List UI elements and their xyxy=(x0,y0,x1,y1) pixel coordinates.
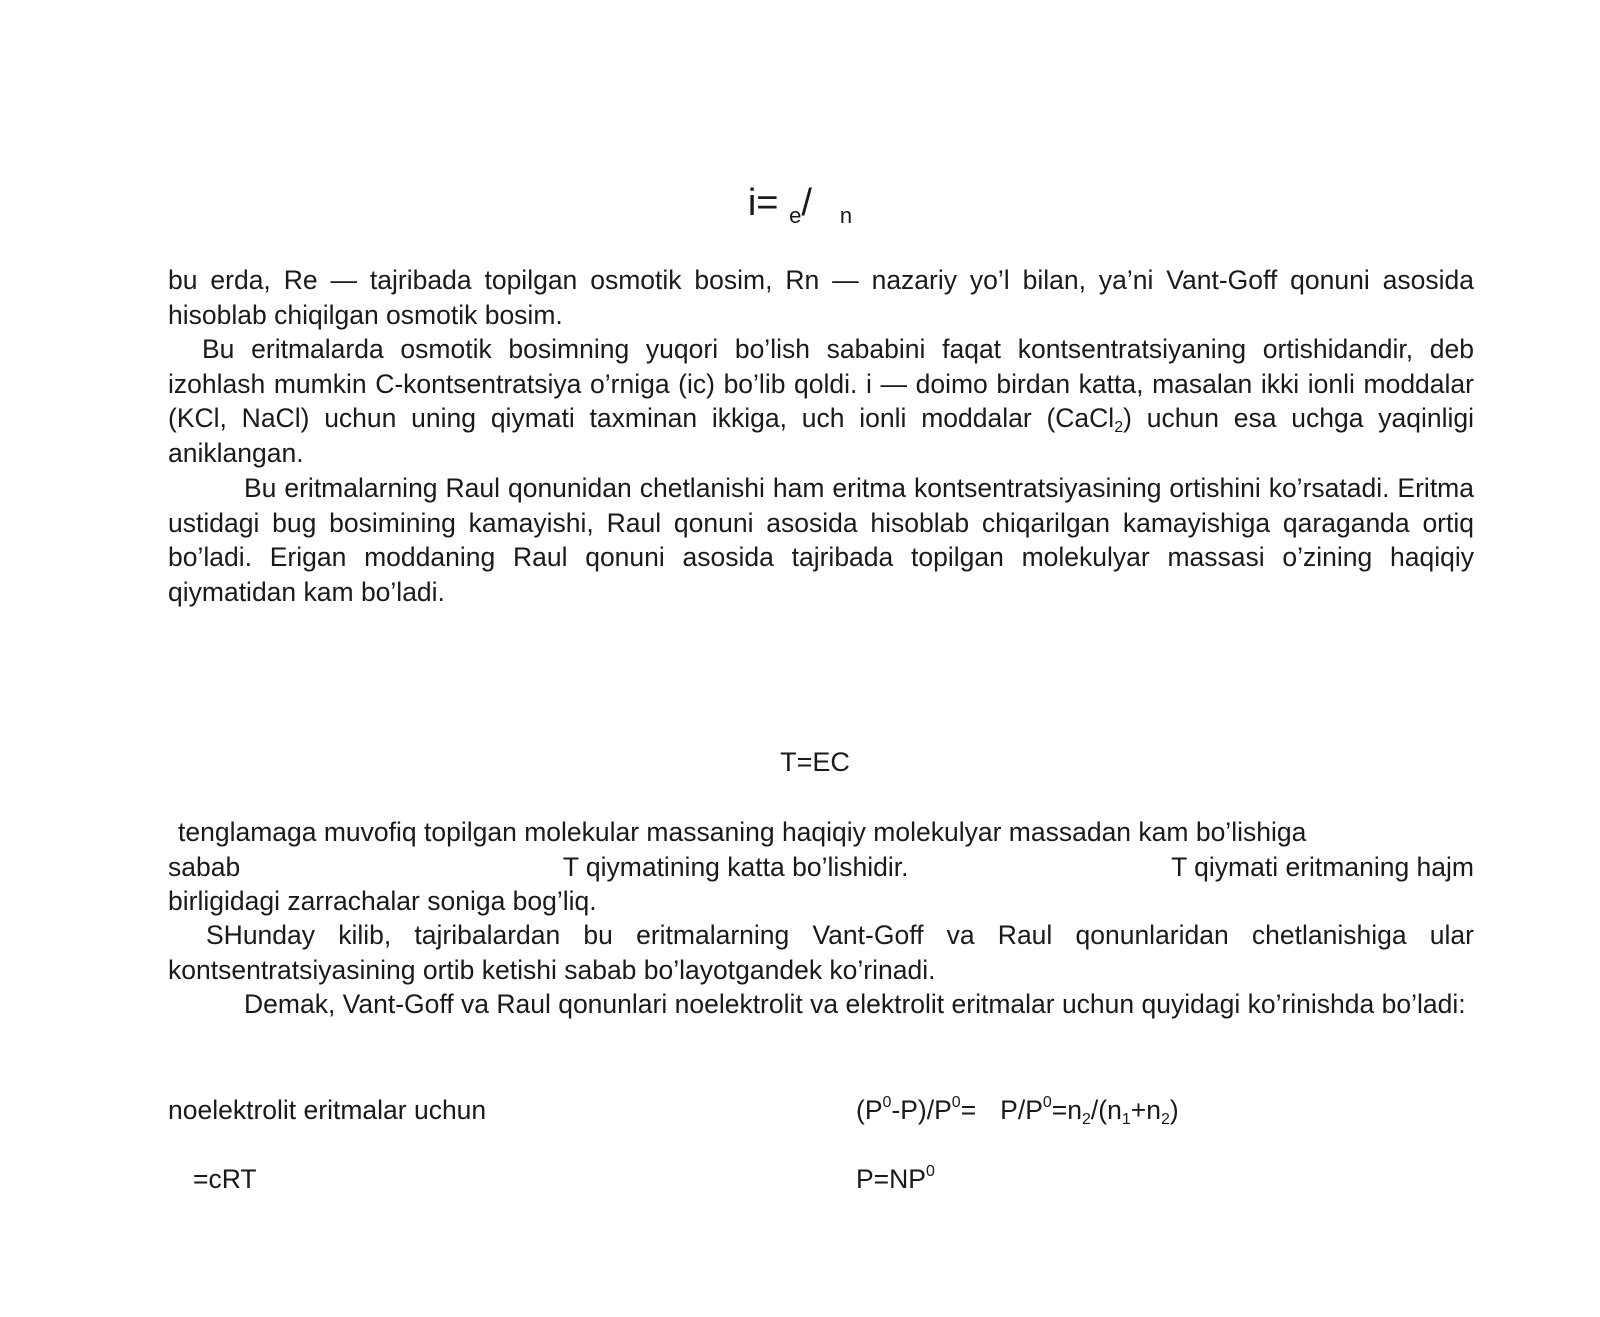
eq-sup: 0 xyxy=(925,1163,935,1180)
paragraph-raul-deviation: Bu eritmalarning Raul qonunidan chetlanishi ham eritma kontsentratsiyasining ortishini ko’rsatadi. Eritma ustidagi bug bosimining kamayishi, Raul qonuni asosida hisoblab chiqarilgan kamayishiga qaraganda ortiq bo’ladi. Erigan moddaning Raul qonuni asosida tajribada topilgan molekulyar massasi o’zining haqiqiy qiymatidan kam bo’ladi. xyxy=(168,473,1474,607)
paragraph-4-line-3: birligidagi zarrachalar soniga bog’liq. xyxy=(168,886,597,916)
eq-part: ) xyxy=(1169,1095,1179,1125)
osmotic-coefficient-formula xyxy=(0,178,1600,241)
eq-sup: 0 xyxy=(1042,1094,1052,1111)
nonelectrolyte-label: noelektrolit eritmalar uchun xyxy=(168,1095,487,1125)
paragraph-definitions: bu erda, Re — tajribada topilgan osmotik bosim, Rn — nazariy yo’l bilan, ya’ni Vant-Goff qonuni asosida hisoblab chiqilgan osmotik bosim. xyxy=(168,265,1474,330)
eq-part: P=NP xyxy=(856,1164,926,1194)
formula-slash: / xyxy=(801,182,812,224)
paragraph-conclusion: SHunday kilib, tajribalardan bu eritmalarning Vant-Goff va Raul qonunlaridan chetlanishiga ular kontsentratsiyasining ortib ketishi sabab bo’layotgandek ko’rinadi. xyxy=(168,920,1474,985)
eq-part: P/P xyxy=(1000,1095,1043,1125)
paragraph-4-line-1: tenglamaga muvofiq topilgan molekular massaning haqiqiy molekulyar massadan kam bo’lishiga xyxy=(178,817,1307,847)
eq-part: (P xyxy=(856,1095,883,1125)
formula-sub-n: n xyxy=(839,203,853,228)
formula-lhs: i= xyxy=(747,182,779,224)
paragraph-4-segment-c: T qiymati eritmaning hajm xyxy=(1171,851,1474,882)
paragraph-2-main: Bu eritmalarda osmotik bosimning yuqori bo’lish sababini faqat kontsentratsiyaning ortishidandir, deb izohlash mumkin C-kontsentratsiya o’rniga (ic) bo’lib qoldi. i — doimo birdan katta, masalan ikki ionli moddalar (KCl, NaCl) uchun uning qiymati taxminan ikkiga, uch ionli moddalar (CaCl xyxy=(168,334,1474,433)
eq-part: = xyxy=(960,1095,977,1125)
paragraph-molecular-mass xyxy=(168,815,1474,919)
raoult-equation xyxy=(856,1093,1179,1127)
paragraph-2-tail: ) uchun esa uchga yaqinligi aniklangan. xyxy=(168,403,1474,468)
paragraph-2-subscript: 2 xyxy=(1114,419,1124,436)
vant-hoff-equation: =cRT xyxy=(193,1164,257,1194)
paragraph-4-segment-b: T qiymatining katta bo’lishidir. xyxy=(562,851,909,882)
eq-sup: 0 xyxy=(882,1094,892,1111)
eq-part: /(n xyxy=(1090,1095,1122,1125)
eq-sub: 1 xyxy=(1121,1111,1131,1128)
vapor-pressure-equation xyxy=(856,1162,935,1196)
formula-t-ec: T=EC xyxy=(780,747,850,777)
formula-sub-e: e xyxy=(789,203,802,228)
paragraph-laws-intro: Demak, Vant-Goff va Raul qonunlari noelektrolit va elektrolit eritmalar uchun quyidagi ko’rinishda bo’ladi: xyxy=(244,989,1466,1019)
paragraph-4-line-2 xyxy=(168,850,1474,885)
eq-part: +n xyxy=(1130,1095,1161,1125)
eq-part: =n xyxy=(1051,1095,1083,1125)
eq-sup: 0 xyxy=(951,1094,961,1111)
eq-sub: 2 xyxy=(1160,1111,1170,1128)
eq-part: -P)/P xyxy=(891,1095,952,1125)
paragraph-osmotic-explanation xyxy=(168,332,1474,470)
eq-sub: 2 xyxy=(1082,1111,1091,1128)
paragraph-4-word-sabab: sabab xyxy=(168,851,241,882)
